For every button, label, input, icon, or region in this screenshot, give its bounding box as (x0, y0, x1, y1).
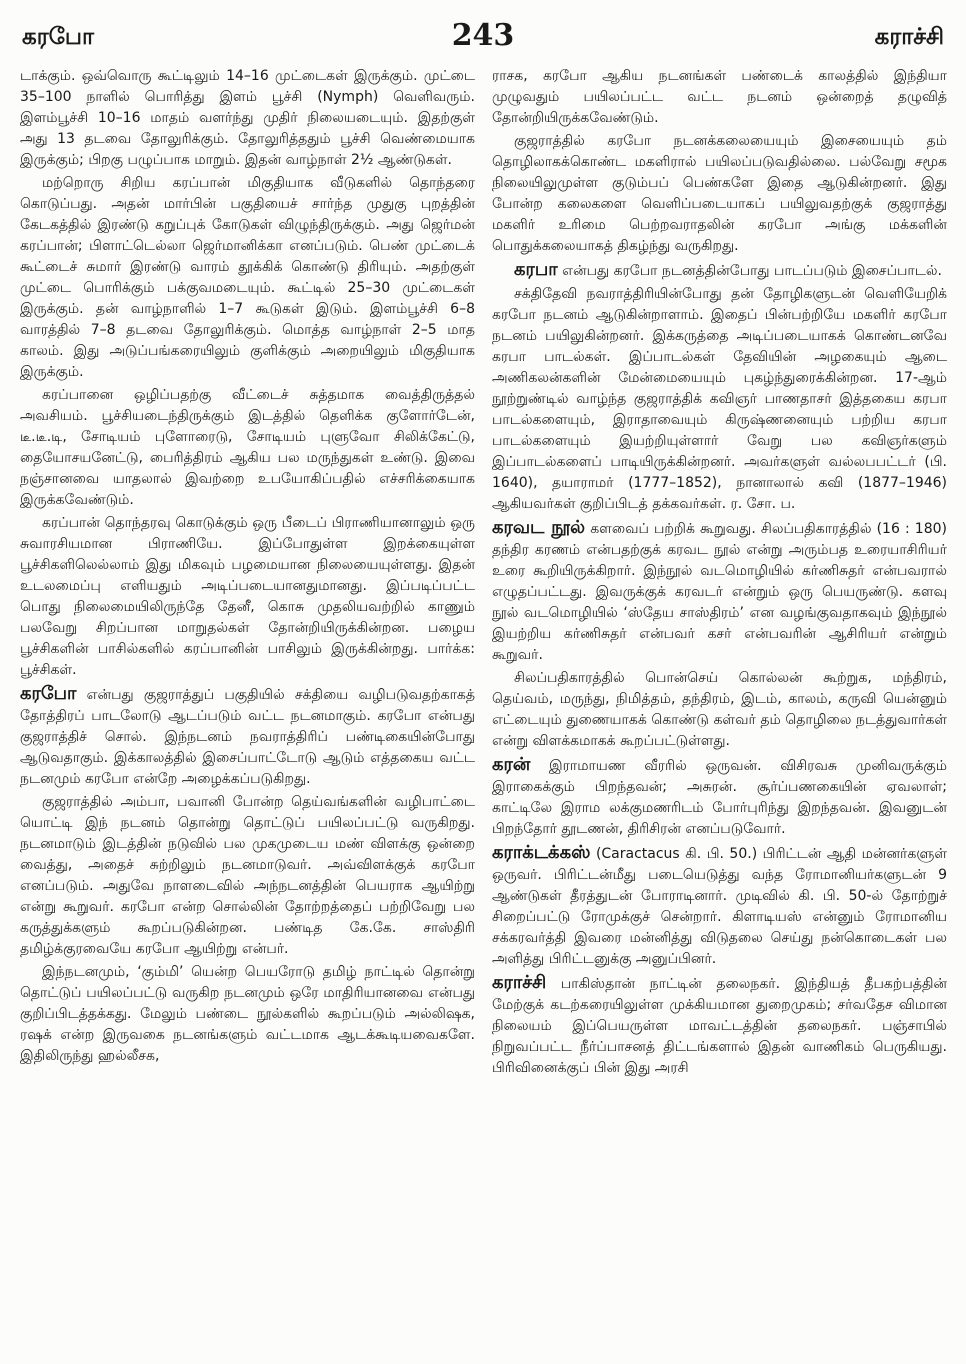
subentry-karaba (492, 259, 947, 282)
entry-karan (492, 754, 947, 840)
left-column (20, 66, 475, 1356)
entry-text: இராமாயண வீரரில் ஒருவன். விசிரவசு முனிவருக்கும் இராகைக்கும் பிறந்தவன்; அசுரன். சூர்ப்பணகையின் ஏவலாள்; காட்டிலே இராம லக்குமணரிடம் போர்புரிந்து இறந்தவன். இவனுடன் பிறந்தோர் தூடணன், திரிசிரன் எனப்படுவோர். (492, 758, 947, 837)
entry-karavada-nool (492, 517, 947, 666)
page-header (22, 18, 944, 58)
page-number: 243 (451, 18, 515, 53)
headword: கரபா (514, 259, 558, 280)
entry-caractacus (492, 842, 947, 970)
headword: கராக்டக்கஸ் (492, 842, 591, 863)
paragraph: குஜராத்தில் கரபோ நடனக்கலையையும் இசையையும் தம் தொழிலாகக்கொண்ட மகளிரால் பயிலப்படுவதில்லை. பல்வேறு சமூக நிலையிலுமுள்ள குடும்பப் பெண்களே இதை ஆடுகின்றனர். இது போன்ற கலைகளை வெளிப்படையாகப் பயிலுவதற்குக் குஜராத்து மகளிர் உரிமை பெற்றவராதலின் கரபோ அங்கு மக்களின் பொதுக்கலையாகத் திகழ்ந்து வருகிறது. (492, 133, 947, 254)
right-column (492, 66, 947, 1356)
entry-karachi (492, 972, 947, 1079)
paragraph: சக்திதேவி நவராத்திரியின்போது தன் தோழிகளுடன் வெளியேறிக் கரபோ நடனம் ஆடுகின்றாளாம். இதைப் பின்பற்றியே மகளிர் கரபோ நடனம் பயிலுகின்றனர். இக்கருத்தை அடிப்படையாகக் கொண்டனவே கரபா பாடல்கள். இப்பாடல்கள் தேவியின் அழகையும் ஆடை அணிகலன்களின் மேன்மையையும் புகழ்ந்துரைக்கின்றன. 17-ஆம் நூற்றுண்டில் வாழ்ந்த குஜராத்திக் கவிஞர் பாணதாசர் இத்தகைய கரபா பாடல்களையும், இராதாவையும் கிருஷ்ணனையும் பற்றிய கரபா பாடல்களையும் இயற்றியுள்ளார் வேறு பல கவிஞர்களும் இப்பாடல்களைப் பாடியிருக்கின்றனர். அவர்களுள் வல்லபபட்டர் (பி. 1640), தயாராமர் (1777–1852), நானாலால் கவி (1877–1946) ஆகியவர்கள் குறிப்பிடத் தக்கவர்கள். ர. சோ. ப. (492, 286, 947, 512)
headword: கரபோ (20, 683, 77, 704)
headword: கரவட நூல் (492, 517, 586, 538)
headword: கரன் (492, 754, 531, 775)
paragraph: டாக்கும். ஒவ்வொரு கூட்டிலும் 14–16 முட்டைகள் இருக்கும். முட்டை 35–100 நாளில் பொரித்து இளம் பூச்சி (Nymph) வெளிவரும். இளம்பூச்சி 10–16 மாதம் வளர்ந்து முதிர் நிலையடையும். இதற்குள் அது 13 தடவை தோலுரிக்கும். தோலுரித்ததும் பூச்சி வெண்மையாக இருக்கும்; பிறகு பழுப்பாக மாறும். இதன் வாழ்நாள் 2½ ஆண்டுகள். (20, 68, 475, 168)
entry-karabo (20, 683, 475, 790)
entry-text: என்பது குஜராத்துப் பகுதியில் சக்தியை வழிபடுவதற்காகத் தோத்திரப் பாடலோடு ஆடப்படும் வட்ட நடனமாகும். கரபோ என்பது குஜராத்திச் சொல். இந்நடனம் நவராத்திரிப் பண்டிகையின்போது ஆடுவதாகும். இக்காலத்தில் இசைப்பாட்டோடு ஆடும் எத்தகைய வட்ட நடனமும் கரபோ என்றே அழைக்கப்படுகிறது. (20, 687, 475, 787)
running-head-right: கராச்சி (874, 24, 944, 50)
entry-text: (Caractacus கி. பி. 50.) பிரிட்டன் ஆதி மன்னர்களுள் ஒருவர். பிரிட்டன்மீது படையெடுத்து வந்த ரோமானியர்களுடன் 9 ஆண்டுகள் தீரத்துடன் போராடினார். முடிவில் கி. பி. 50-ல் தோற்றுச் சிறைப்பட்டு ரோமுக்குச் சென்றார். கிளாடியஸ் என்னும் ரோமானிய சக்கரவர்த்தி இவரை மன்னித்து விடுதலை செய்து நன்கொடைகள் பல அளித்து பிரிட்டனுக்கு அனுப்பினர். (492, 846, 947, 967)
paragraph: மற்றொரு சிறிய கரப்பான் மிகுதியாக வீடுகளில் தொந்தரை கொடுப்பது. அதன் மார்பின் பகுதியைச் சார்ந்த முதுகு புறத்தின் கேடகத்தில் இரண்டு கறுப்புக் கோடுகள் விழுந்திருக்கும். அது ஜெர்மன் கரப்பான்; பிளாட்டெல்லா ஜெர்மானிக்கா எனப்படும். பெண் முட்டைக் கூட்டைச் சுமார் இரண்டு வாரம் தூக்கிக் கொண்டு திரியும். அதற்குள் முட்டை பொரிக்கும் பக்குவமடையும். கூட்டில் 25–30 முட்டைகள் இருக்கும். தன் வாழ்நாளில் 1–7 கூடுகள் இடும். இளம்பூச்சி 6–8 வாரத்தில் 7–8 தடவை தோலுரிக்கும். மொத்த வாழ்நாள் 2–5 மாத காலம். இது அடுப்பங்கரையிலும் குளிக்கும் அறையிலும் மிகுதியாக இருக்கும். (20, 175, 475, 380)
entry-text: என்பது கரபோ நடனத்தின்போது பாடப்படும் இசைப்பாடல். (557, 263, 942, 279)
paragraph: கரப்பான் தொந்தரவு கொடுக்கும் ஒரு பீடைப் பிராணியானாலும் ஒரு சுவாரசியமான பிராணியே. இப்போதுள்ள இறக்கையுள்ள பூச்சிகளிலெல்லாம் இது மிகவும் பழமையான நிலையையுள்ளது. இதன் உடலமைப்பு எளியதும் அடிப்படையானதுமானது. இப்படிப்பட்ட பொது நிலைமையிலிருந்தே தேனீ, கொசு முதலியவற்றில் காணும் பலவேறு சிறப்பான மாறுதல்கள் தோன்றியிருக்கின்றன. பழைய பூச்சிகளின் பாசில்களில் கரப்பானின் பாசிலும் இருக்கின்றது. பார்க்க: பூச்சிகள். (20, 515, 475, 678)
entry-text: களவைப் பற்றிக் கூறுவது. சிலப்பதிகாரத்தில் (16 : 180) தந்திர கரணம் என்பதற்குக் கரவட நூல் என்று அரும்பத உரையாசிரியர் உரை கூறியிருக்கிறார். இந்நூல் வடமொழியில் கர்ணிசுதர் என்பவரால் எழுதப்பட்டது. இவருக்குக் கரவடர் என்றும் ஒரு பெயருண்டு. களவு நூல் வடமொழியில் ‘ஸ்தேய சாஸ்திரம்’ என வழங்குவதாகவும் இந்நூல் இயற்றிய கர்ணிசுதர் என்பவர் கசர் என்பவரின் ஆசிரியர் என்றும் கூறுவர். (492, 521, 947, 663)
paragraph: குஜராத்தில் அம்பா, பவானி போன்ற தெய்வங்களின் வழிபாட்டை யொட்டி இந் நடனம் தொன்று தொட்டுப் பயிலப்பட்டு வருகிறது. நடனமாடும் இடத்தின் நடுவில் பல முகமுடைய மண் விளக்கு ஒன்றை வைத்து, அதைச் சுற்றிலும் நடனமாடுவர். அவ்விளக்குக் கரபோ எனப்படும். அதுவே நாளடைவில் அந்நடனத்தின் பெயராக ஆயிற்று என்று கூறுவர். கரபோ என்ற சொல்லின் தோற்றத்தைப் பற்றிவேறு பல கருத்துக்களும் கூறப்படுகின்றன. பண்டித கே.கே. சாஸ்திரி தமிழ்க்குரவையே கரபோ ஆயிற்று என்பர். (20, 794, 475, 957)
entry-text: பாகிஸ்தான் நாட்டின் தலைநகர். இந்தியத் தீபகற்பத்தின் மேற்குக் கடற்கரையிலுள்ள முக்கியமான துறைமுகம்; சர்வதேச விமான நிலையம் இப்பெயருள்ள மாவட்டத்தின் தலைநகர். பஞ்சாபில் நிறுவப்பட்ட நீர்ப்பாசனத் திட்டங்களால் இதன் வாணிகம் பெருகியது. பிரிவினைக்குப் பின் இது அரசி (492, 976, 947, 1076)
paragraph: சிலப்பதிகாரத்தில் பொன்செய் கொல்லன் கூற்றுக, மந்திரம், தெய்வம், மருந்து, நிமித்தம், தந்திரம், இடம், காலம், கருவி யென்னும் எட்டையும் துணையாகக் கொண்டு கள்வர் தம் தொழிலை நடத்துவார்கள் என்று விளக்கமாகக் கூறப்பட்டுள்ளது. (492, 670, 947, 749)
headword: கராச்சி (492, 972, 547, 993)
paragraph: ராசக, கரபோ ஆகிய நடனங்கள் பண்டைக் காலத்தில் இந்தியா முழுவதும் பயிலப்பட்ட வட்ட நடனம் ஒன்றைத் தழுவித் தோன்றியிருக்கவேண்டும். (492, 68, 947, 126)
paragraph: இந்நடனமும், ‘கும்மி’ யென்ற பெயரோடு தமிழ் நாட்டில் தொன்று தொட்டுப் பயிலப்பட்டு வருகிற நடனமும் ஒரே மாதிரியானவை என்பது குறிப்பிடத்தக்கது. மேலும் பண்டை நூல்களில் கூறப்படும் அல்லிஷக, ரஷக் என்ற இருவகை நடனங்களும் வட்டமாக ஆடக்கூடியவைகளே. இதிலிருந்து ஹல்லீசக, (20, 964, 475, 1064)
paragraph: கரப்பானை ஒழிப்பதற்கு வீட்டைச் சுத்தமாக வைத்திருத்தல் அவசியம். பூச்சியடைந்திருக்கும் இடத்தில் தெளிக்க குளோர்டேன், டீ.டீ.டி, சோடியம் புளோரைடு, சோடியம் புளுவோ சிலிக்கேட்டு, தையோசயனேட்டு, பைரித்திரம் ஆகிய பல மருந்துகள் உண்டு. இவை நஞ்சானவை யாதலால் இவற்றை உபயோகிப்பதில் எச்சரிக்கையாக இருக்கவேண்டும். (20, 387, 475, 508)
running-head-left: கரபோ (22, 24, 95, 50)
